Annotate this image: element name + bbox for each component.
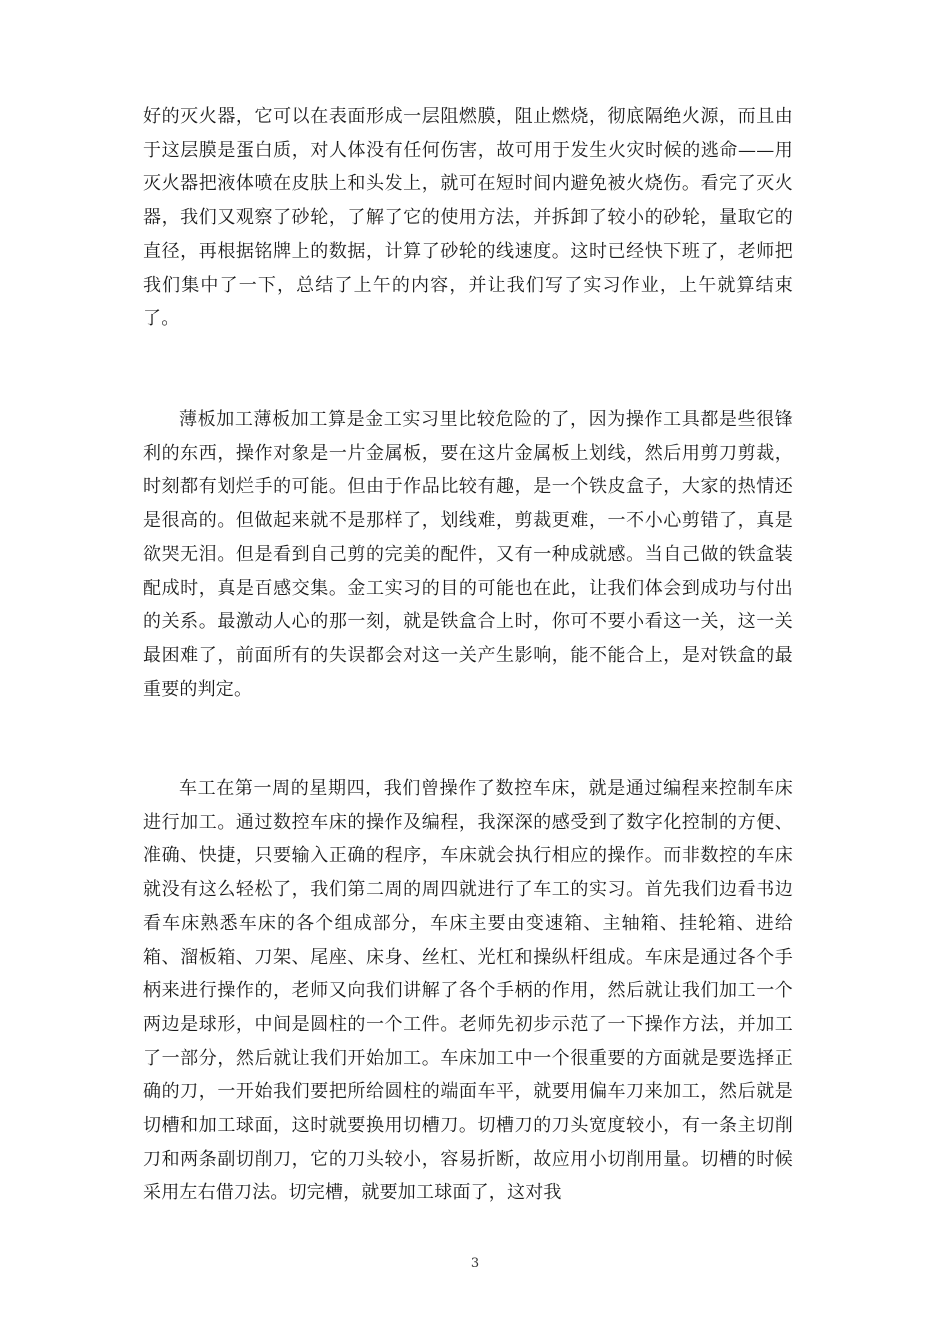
- paragraph-fire-extinguisher: 好的灭火器，它可以在表面形成一层阻燃膜，阻止燃烧，彻底隔绝火源，而且由于这层膜是蛋白质，对人体没有任何伤害，故可用于发生火灾时候的逃命——用灭火器把液体喷在皮肤上和头发上，就可在短时间内避免被火烧伤。看完了灭火器，我们又观察了砂轮，了解了它的使用方法，并拆卸了较小的砂轮，量取它的直径，再根据铭牌上的数据，计算了砂轮的线速度。这时已经快下班了，老师把我们集中了一下，总结了上午的内容，并让我们写了实习作业，上午就算结束了。: [143, 106, 793, 330]
- page-number: 3: [470, 1256, 480, 1271]
- document-page: [143, 100, 793, 1243]
- paragraph-sheet-metal: 薄板加工薄板加工算是金工实习里比较危险的了，因为操作工具都是些很锋利的东西，操作对象是一片金属板，要在这片金属板上划线，然后用剪刀剪裁，时刻都有划烂手的可能。但由于作品比较有趣，是一个铁皮盒子，大家的热情还是很高的。但做起来就不是那样了，划线难，剪裁更难，一不小心剪错了，真是欲哭无泪。但是看到自己剪的完美的配件，又有一种成就感。当自己做的铁盒装配成时，真是百感交集。金工实习的目的可能也在此，让我们体会到成功与付出的关系。最激动人心的那一刻，就是铁盒合上时，你可不要小看这一关，这一关最困难了，前面所有的失误都会对这一关产生影响，能不能合上，是对铁盒的最重要的判定。: [143, 409, 793, 700]
- paragraph-lathe: 车工在第一周的星期四，我们曾操作了数控车床，就是通过编程来控制车床进行加工。通过数控车床的操作及编程，我深深的感受到了数字化控制的方便、准确、快捷，只要输入正确的程序，车床就会执行相应的操作。而非数控的车床就没有这么轻松了，我们第二周的周四就进行了车工的实习。首先我们边看书边看车床熟悉车床的各个组成部分，车床主要由变速箱、主轴箱、挂轮箱、进给箱、溜板箱、刀架、尾座、床身、丝杠、光杠和操纵杆组成。车床是通过各个手柄来进行操作的，老师又向我们讲解了各个手柄的作用，然后就让我们加工一个两边是球形，中间是圆柱的一个工件。老师先初步示范了一下操作方法，并加工了一部分，然后就让我们开始加工。车床加工中一个很重要的方面就是要选择正确的刀，一开始我们要把所给圆柱的端面车平，就要用偏车刀来加工，然后就是切槽和加工球面，这时就要换用切槽刀。切槽刀的刀头宽度较小，有一条主切削刀和两条副切削刀，它的刀头较小，容易折断，故应用小切削用量。切槽的时候采用左右借刀法。切完槽，就要加工球面了，这对我: [143, 778, 793, 1204]
